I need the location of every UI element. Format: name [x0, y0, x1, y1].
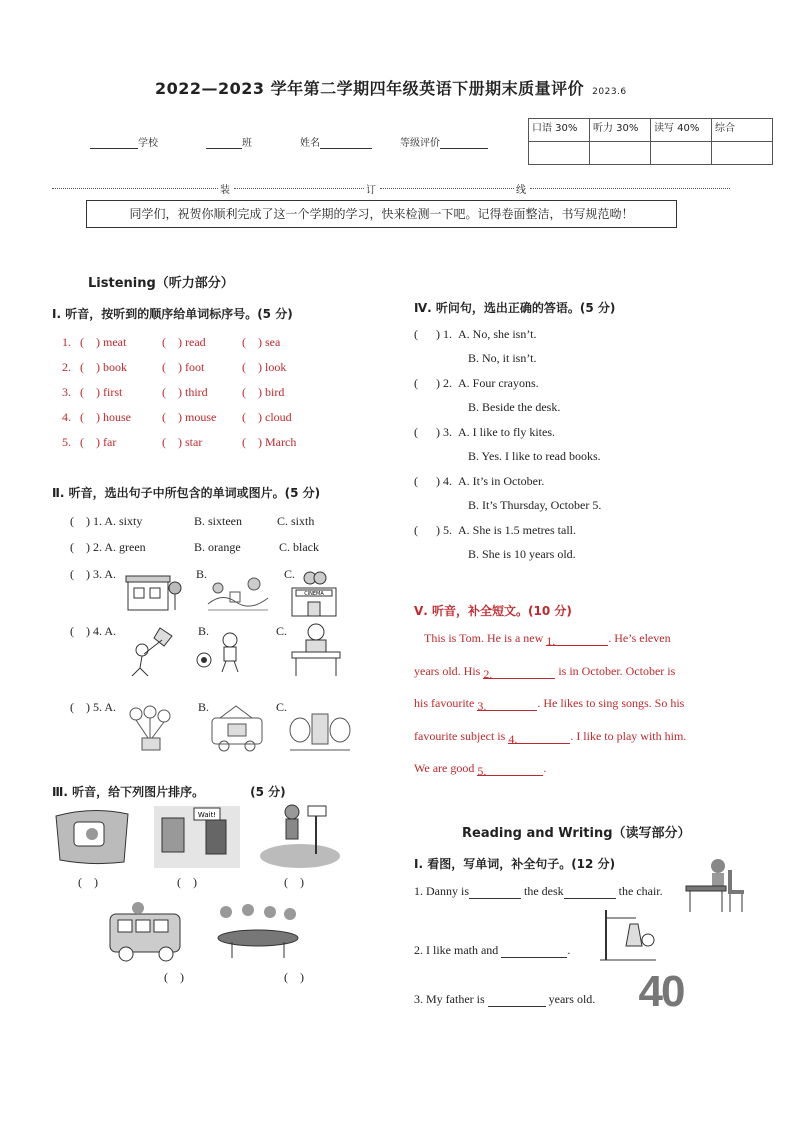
festival-float-picture: [206, 704, 268, 752]
p1-word-option: [80, 435, 116, 450]
p1-word-option: [242, 335, 280, 350]
p1-row-number: 5.: [62, 435, 71, 449]
p1-word-option: [162, 385, 208, 400]
p1-word: March: [265, 435, 297, 449]
blank-input[interactable]: 5.: [477, 764, 543, 776]
cinema-sign-text: CINEMA: [304, 591, 324, 597]
p2-q4-c-label: C.: [276, 624, 288, 638]
score-cell-total[interactable]: [712, 142, 773, 165]
score-cell-listening[interactable]: [590, 142, 651, 165]
binding-line: [52, 183, 732, 196]
park-scene-picture: [206, 574, 270, 614]
answer-bracket[interactable]: ( ): [70, 700, 90, 714]
score-header-oral: 口语 30%: [529, 119, 590, 142]
blank-input[interactable]: 4.: [508, 732, 570, 744]
option-b: B. She is 10 years old.: [468, 547, 576, 561]
number-forty-picture: 40: [638, 967, 684, 1016]
cinema-picture: [288, 568, 344, 618]
cut-char-ding: 订: [366, 185, 376, 196]
answer-bracket[interactable]: ( ): [242, 410, 265, 424]
reading-heading: Reading and Writing（读写部分）: [462, 826, 691, 841]
p4-question: ( ) 3. A. I like to fly kites.: [414, 425, 555, 439]
page-title: [155, 76, 627, 99]
score-header-listening: 听力 30%: [590, 119, 651, 142]
grade-field[interactable]: 等级评价: [400, 134, 488, 149]
option-a: A. She is 1.5 metres tall.: [458, 523, 576, 537]
p1-word: cloud: [265, 410, 292, 424]
p1-row-number: 2.: [62, 360, 71, 374]
part2-title: Ⅱ. 听音，选出句子中所包含的单词或图片。(5 分): [52, 486, 321, 500]
wait-characters-picture: [154, 806, 240, 868]
p2-q2-b: B. orange: [194, 540, 241, 554]
p1-word: bird: [265, 385, 285, 399]
p4-question: ( ) 1. A. No, she isn’t.: [414, 327, 537, 341]
answer-bracket[interactable]: ( ): [242, 385, 265, 399]
p1-word: book: [103, 360, 127, 374]
p1-word-option: [80, 335, 126, 350]
answer-bracket[interactable]: ( ): [80, 385, 103, 399]
p1-word-option: [80, 385, 122, 400]
title-text: 2022—2023 学年第二学期四年级英语下册期末质量评价: [155, 79, 585, 98]
listening-heading: Listening（听力部分）: [88, 276, 234, 291]
p5-line: years old. His 2. is in October. October is: [414, 663, 676, 681]
exam-date: 2023.6: [592, 87, 627, 97]
boy-flying-kite-picture: [124, 626, 180, 678]
p3-answer-4[interactable]: ( ): [164, 970, 184, 984]
balloons-celebration-picture: [122, 704, 180, 752]
basketball-picture: [256, 802, 342, 868]
blank-input[interactable]: [488, 995, 546, 1007]
p1-word: meat: [103, 335, 127, 349]
score-cell-oral[interactable]: [529, 142, 590, 165]
blank-input[interactable]: [564, 887, 616, 899]
score-table: [528, 118, 773, 165]
p1-word: mouse: [185, 410, 217, 424]
option-b: B. No, it isn’t.: [468, 351, 537, 365]
option-a: A. Four crayons.: [458, 376, 539, 390]
boy-reading-picture: [286, 622, 346, 678]
p2-q2: ( ) 2. A. green: [70, 540, 146, 554]
answer-bracket[interactable]: ( ): [70, 567, 90, 581]
p5-line: We are good 5. .: [414, 761, 547, 778]
part4-title: Ⅳ. 听问句，选出正确的答语。(5 分): [414, 301, 616, 315]
p1-word: house: [103, 410, 131, 424]
p2-q1-b: B. sixteen: [194, 514, 242, 528]
notice-box: 同学们，祝贺你顺利完成了这一个学期的学习，快来检测一下吧。记得卷面整洁，书写规范呦！: [86, 200, 677, 228]
answer-bracket[interactable]: ( ): [162, 435, 185, 449]
option-a: A. I like to fly kites.: [458, 425, 555, 439]
shop-building-picture: [124, 570, 182, 612]
blank-input[interactable]: [469, 887, 521, 899]
p1-word: foot: [185, 360, 205, 374]
answer-bracket[interactable]: ( ): [242, 360, 265, 374]
science-lab-picture: [596, 906, 660, 964]
blank-input[interactable]: 1.: [546, 634, 608, 646]
bus-picture: [104, 900, 184, 966]
part3-title: Ⅲ. 听音，给下列图片排序。 (5 分): [52, 785, 286, 799]
option-a: A. It’s in October.: [458, 474, 545, 488]
p1-word-option: [80, 360, 127, 375]
answer-bracket[interactable]: ( ): [414, 523, 443, 537]
cut-char-xian: 线: [516, 185, 526, 196]
answer-bracket[interactable]: ( ): [70, 514, 90, 528]
p1-word: star: [185, 435, 203, 449]
p1-word-option: [242, 410, 292, 425]
p3-answer-5[interactable]: ( ): [284, 970, 304, 984]
p1-word: first: [103, 385, 123, 399]
p3-answer-1[interactable]: ( ): [78, 875, 98, 889]
answer-bracket[interactable]: ( ): [80, 335, 103, 349]
p1-word: look: [265, 360, 287, 374]
p4-question: ( ) 2. A. Four crayons.: [414, 376, 539, 390]
p1-word-option: [242, 360, 286, 375]
p3-answer-3[interactable]: ( ): [284, 875, 304, 889]
rw-sentence-2: 2. I like math and .: [414, 943, 571, 957]
p1-word-option: [80, 410, 131, 425]
p5-line: his favourite 3. . He likes to sing songs. So his: [414, 696, 685, 713]
answer-bracket[interactable]: ( ): [242, 435, 265, 449]
answer-bracket[interactable]: ( ): [162, 385, 185, 399]
p1-word-option: [162, 360, 204, 375]
answer-bracket[interactable]: ( ): [80, 410, 103, 424]
boy-at-desk-picture: [682, 856, 746, 914]
p2-q5: ( ) 5. A.: [70, 700, 117, 714]
answer-bracket[interactable]: ( ): [80, 360, 103, 374]
p2-q1-c: C. sixth: [277, 514, 315, 528]
p2-q3-c-label: C.: [284, 567, 296, 581]
score-header-total: 综合: [712, 119, 773, 142]
answer-bracket[interactable]: ( ): [242, 335, 265, 349]
option-b: B. Yes. I like to read books.: [468, 449, 601, 463]
p2-q4-b-label: B.: [198, 624, 210, 638]
rw-sentence-1: 1. Danny is the desk the chair.: [414, 884, 663, 898]
answer-bracket[interactable]: ( ): [70, 540, 90, 554]
p5-line: favourite subject is 4. . I like to play with him.: [414, 728, 687, 746]
p1-word: far: [103, 435, 117, 449]
p1-word-option: [242, 385, 284, 400]
p1-word-option: [162, 335, 206, 350]
answer-bracket[interactable]: ( ): [414, 376, 443, 390]
family-dinner-picture: [212, 902, 304, 962]
boy-playing-soccer-picture: [196, 630, 248, 676]
p1-word: sea: [265, 335, 281, 349]
p4-question: ( ) 5. A. She is 1.5 metres tall.: [414, 523, 576, 537]
option-a: A. sixty: [104, 514, 143, 528]
answer-bracket[interactable]: ( ): [70, 624, 90, 638]
score-header-rw: 读写 40%: [651, 119, 712, 142]
p1-word: third: [185, 385, 208, 399]
rw-sentence-3: 3. My father is years old.: [414, 992, 596, 1006]
lanterns-picture: [286, 704, 352, 754]
option-a: A. green: [104, 540, 146, 554]
blank-input[interactable]: 3.: [477, 699, 537, 711]
p4-question: ( ) 4. A. It’s in October.: [414, 474, 545, 488]
p2-q2-c: C. black: [279, 540, 319, 554]
answer-bracket[interactable]: ( ): [80, 435, 103, 449]
part5-title: Ⅴ. 听音，补全短文。(10 分): [414, 604, 572, 618]
part1-title: Ⅰ. 听音，按听到的顺序给单词标序号。(5 分): [52, 307, 293, 321]
rw-part1-title: Ⅰ. 看图，写单词，补全句子。(12 分): [414, 857, 616, 871]
answer-bracket[interactable]: ( ): [414, 327, 443, 341]
p1-row-number: 4.: [62, 410, 71, 424]
answer-bracket[interactable]: ( ): [162, 410, 185, 424]
name-field[interactable]: 姓名: [300, 134, 372, 149]
p2-q5-b-label: B.: [198, 700, 210, 714]
p3-answer-2[interactable]: ( ): [177, 875, 197, 889]
p1-row-number: 3.: [62, 385, 71, 399]
p5-line: This is Tom. He is a new 1. . He’s eleven: [424, 631, 671, 648]
score-cell-rw[interactable]: [651, 142, 712, 165]
p1-word-option: [242, 435, 296, 450]
p2-q4: ( ) 4. A.: [70, 624, 117, 638]
p2-q3-b-label: B.: [196, 567, 208, 581]
wait-bubble-text: Wait!: [197, 811, 217, 819]
option-b: B. Beside the desk.: [468, 400, 561, 414]
p1-word-option: [162, 410, 216, 425]
plane-window-picture: [52, 806, 132, 868]
p1-row-number: 1.: [62, 335, 71, 349]
class-field[interactable]: 班: [206, 134, 252, 149]
p1-word-option: [162, 435, 202, 450]
answer-bracket[interactable]: ( ): [414, 425, 443, 439]
school-field[interactable]: 学校: [90, 134, 158, 149]
answer-bracket[interactable]: ( ): [162, 335, 185, 349]
blank-input[interactable]: [501, 946, 567, 958]
answer-bracket[interactable]: ( ): [162, 360, 185, 374]
p2-q1: ( ) 1. A. sixty: [70, 514, 143, 528]
option-a: A. No, she isn’t.: [458, 327, 537, 341]
option-b: B. It’s Thursday, October 5.: [468, 498, 602, 512]
answer-bracket[interactable]: ( ): [414, 474, 443, 488]
p1-word: read: [185, 335, 206, 349]
blank-input[interactable]: 2.: [483, 667, 555, 679]
cut-char-zhuang: 装: [220, 185, 230, 196]
p2-q5-c-label: C.: [276, 700, 288, 714]
p2-q3: ( ) 3. A.: [70, 567, 117, 581]
